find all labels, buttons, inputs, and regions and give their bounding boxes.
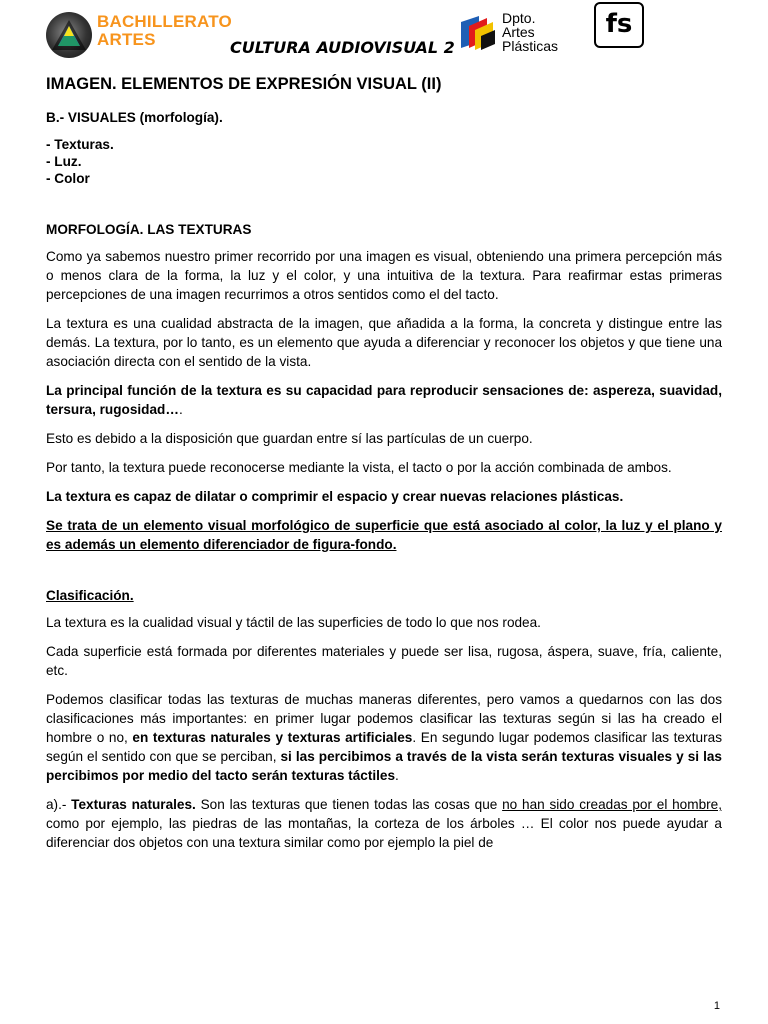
page-number: 1 (713, 1000, 720, 1012)
section-heading-classification: Clasificación. (46, 588, 134, 603)
document-title: IMAGEN. ELEMENTOS DE EXPRESIÓN VISUAL (II) (46, 75, 442, 93)
bold-text: La principal función de la textura es su capacidad para reproducir sensaciones de: aspereza, suavidad, tersura, rugosidad… (46, 383, 722, 417)
dept-name: Dpto. Artes Plásticas (502, 10, 559, 54)
paragraph: La textura es capaz de dilatar o comprimir el espacio y crear nuevas relaciones plásticas. (46, 489, 624, 504)
paragraph: Podemos clasificar todas las texturas de muchas maneras diferentes, pero vamos a quedarnos con las dos clasificaciones más importantes: en primer lugar podemos clasificar las texturas según si las ha creado el hombre o no, en texturas naturales y texturas artificiales. En segundo lugar podemos clasificar las texturas según el sentido con que se perciban, si las percibimos a través de la vista serán texturas visuales y si las percibimos por medio del tacto serán texturas táctiles. (46, 692, 722, 783)
paragraph: Cada superficie está formada por diferentes materiales y puede ser lisa, rugosa, áspera, suave, fría, caliente, etc. (46, 644, 722, 678)
topic-list (46, 136, 722, 187)
section-subtitle: B.- VISUALES (morfología). (46, 110, 223, 125)
paragraph: a).- Texturas naturales. Son las texturas que tienen todas las cosas que no han sido creadas por el hombre, como por ejemplo, las piedras de las montañas, la corteza de los árboles … El color nos puede ayudar a diferenciar dos objetos con una textura similar como por ejemplo la piel de (46, 797, 722, 850)
section-heading-textures: MORFOLOGÍA. LAS TEXTURAS (46, 222, 252, 237)
paragraph: La textura es la cualidad visual y táctil de las superficies de todo lo que nos rodea. (46, 615, 541, 630)
document-body (46, 74, 722, 862)
list-item: - Texturas. (46, 137, 114, 152)
dept-logo (457, 12, 497, 52)
bachillerato-artes-wordmark: BACHILLERATO ARTES (97, 12, 232, 49)
paragraph: Como ya sabemos nuestro primer recorrido por una imagen es visual, obteniendo una primera percepción más o menos clara de la forma, la luz y el color, y una intuitiva de la textura. Para reafirmar estas primeras percepciones de una imagen recurrimos a otros sentidos como el del tacto. (46, 249, 722, 302)
paragraph: Esto es debido a la disposición que guardan entre sí las partículas de un cuerpo. (46, 431, 533, 446)
list-item: - Color (46, 171, 90, 186)
course-title: CULTURA AUDIOVISUAL 2 (230, 38, 455, 57)
page-header (0, 0, 768, 62)
fs-logo: fs (594, 2, 644, 48)
paragraph: La textura es una cualidad abstracta de la imagen, que añadida a la forma, la concreta y distingue entre las demás. La textura, por lo tanto, es un elemento que ayuda a diferenciar y reconocer los objetos y que tiene una asociación directa con el sentido de la vista. (46, 316, 722, 369)
paragraph: Se trata de un elemento visual morfológico de superficie que está asociado al color, la luz y el plano y es además un elemento diferenciador de figura-fondo. (46, 518, 722, 552)
bachillerato-artes-logo (46, 12, 92, 58)
list-item: - Luz. (46, 154, 82, 169)
paragraph: La principal función de la textura es su capacidad para reproducir sensaciones de: aspereza, suavidad, tersura, rugosidad…. (46, 383, 722, 417)
paragraph: Por tanto, la textura puede reconocerse mediante la vista, el tacto o por la acción combinada de ambos. (46, 460, 672, 475)
